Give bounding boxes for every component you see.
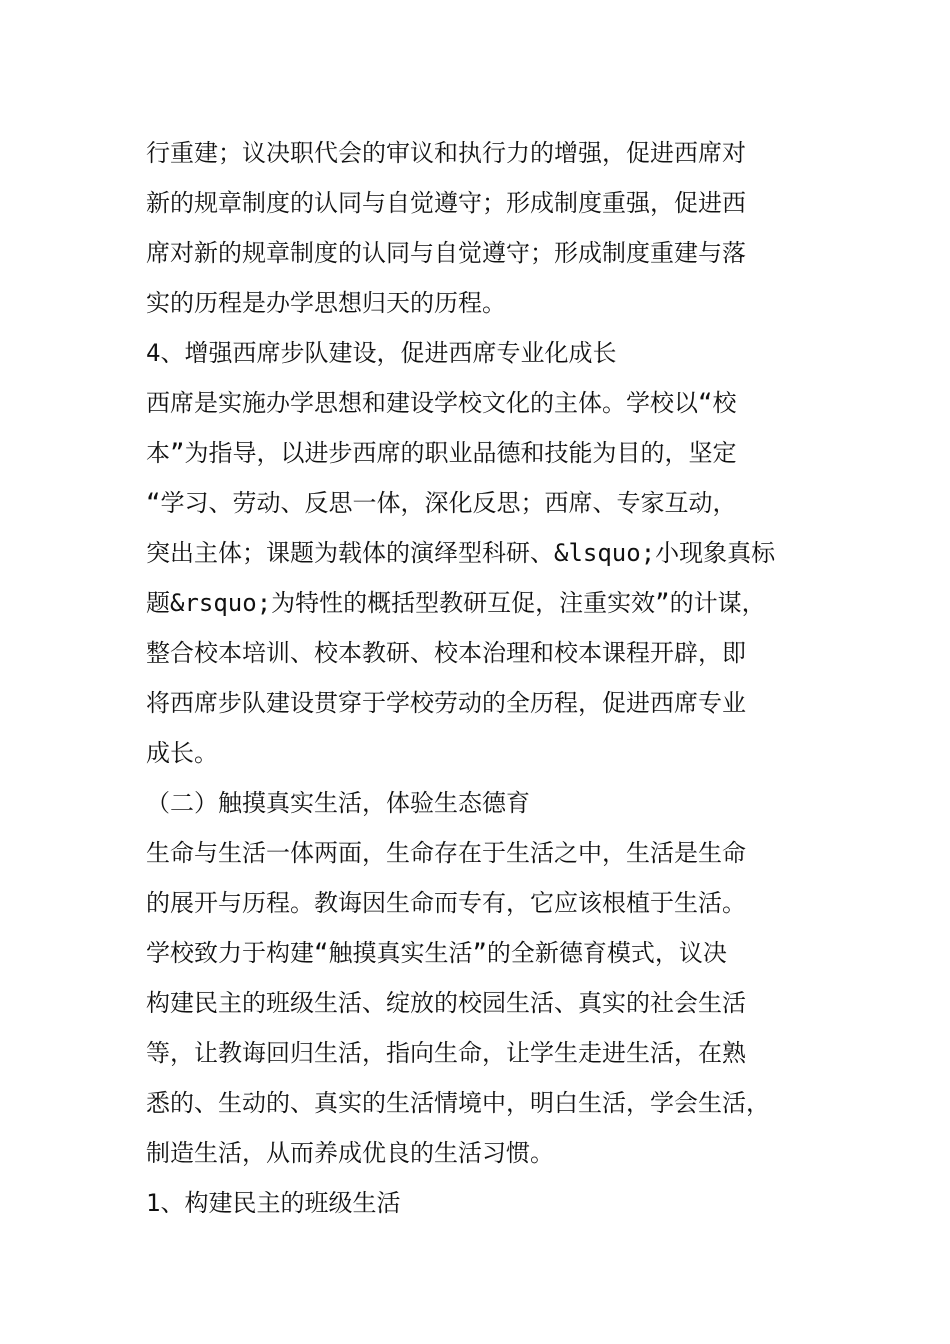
text-line: 新的规章制度的认同与自觉遵守；形成制度重强，促进西 — [146, 189, 746, 217]
text-line: 等，让教诲回归生活，指向生命，让学生走进生活，在熟 — [146, 1039, 746, 1067]
text-line: “学习、劳动、反思一体，深化反思；西席、专家互动， — [146, 489, 737, 517]
text-line: 将西席步队建设贯穿于学校劳动的全历程，促进西席专业 — [146, 689, 746, 717]
text-line: 题&rsquo;为特性的概括型教研互促，注重实效”的计谋， — [146, 589, 766, 617]
text-line: 行重建；议决职代会的审议和执行力的增强，促进西席对 — [146, 139, 746, 167]
text-line: 席对新的规章制度的认同与自觉遵守；形成制度重建与落 — [146, 239, 746, 267]
text-line: 悉的、生动的、真实的生活情境中，明白生活，学会生活， — [146, 1089, 770, 1117]
text-line: 制造生活，从而养成优良的生活习惯。 — [146, 1139, 554, 1167]
section-heading: 1、构建民主的班级生活 — [146, 1189, 401, 1217]
section-heading: 4、增强西席步队建设，促进西席专业化成长 — [146, 339, 617, 367]
text-line: 的展开与历程。教诲因生命而专有，它应该根植于生活。 — [146, 889, 746, 917]
text-line: 实的历程是办学思想归天的历程。 — [146, 289, 506, 317]
text-line: 生命与生活一体两面，生命存在于生活之中，生活是生命 — [146, 839, 746, 867]
text-line: 学校致力于构建“触摸真实生活”的全新德育模式，议决 — [146, 939, 727, 967]
text-line: 本”为指导，以进步西席的职业品德和技能为目的，坚定 — [146, 439, 737, 467]
section-heading: （二）触摸真实生活，体验生态德育 — [146, 789, 530, 817]
text-line: 突出主体；课题为载体的演绎型科研、&lsquo;小现象真标 — [146, 539, 776, 567]
text-line: 成长。 — [146, 739, 218, 767]
body-text — [146, 128, 826, 1228]
text-line: 构建民主的班级生活、绽放的校园生活、真实的社会生活 — [146, 989, 746, 1017]
text-line: 整合校本培训、校本教研、校本治理和校本课程开辟，即 — [146, 639, 746, 667]
text-line: 西席是实施办学思想和建设学校文化的主体。学校以“校 — [146, 389, 737, 417]
